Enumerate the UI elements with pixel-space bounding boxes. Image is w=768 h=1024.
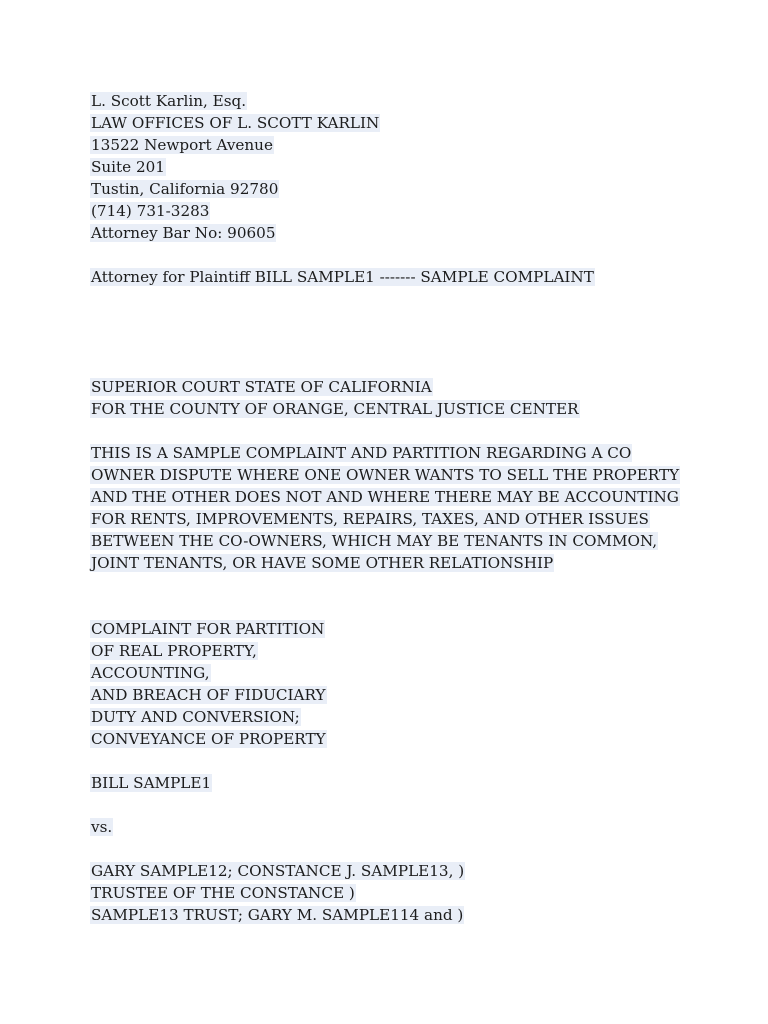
versus-block (90, 816, 113, 838)
defendants-block (90, 860, 465, 926)
attorney-line: L. Scott Karlin, Esq. (91, 92, 247, 110)
complaint-title-line: AND BREACH OF FIDUCIARY (91, 686, 326, 704)
description-line: JOINT TENANTS, OR HAVE SOME OTHER RELATIONSHIP (91, 554, 554, 572)
description-line: BETWEEN THE CO-OWNERS, WHICH MAY BE TENANTS IN COMMON, (91, 532, 658, 550)
complaint-title-line: COMPLAINT FOR PARTITION (91, 620, 325, 638)
attorney-info-block (90, 90, 380, 244)
attorney-line: Tustin, California 92780 (91, 180, 279, 198)
description-line: AND THE OTHER DOES NOT AND WHERE THERE MAY BE ACCOUNTING (91, 488, 679, 506)
plaintiff-block (90, 772, 212, 794)
attorney-line: LAW OFFICES OF L. SCOTT KARLIN (91, 114, 380, 132)
defendant-line: SAMPLE13 TRUST; GARY M. SAMPLE114 and ) (91, 906, 464, 924)
attorney-for-line: Attorney for Plaintiff BILL SAMPLE1 ------- SAMPLE COMPLAINT (91, 268, 594, 286)
attorney-line: Suite 201 (91, 158, 165, 176)
complaint-title-line: ACCOUNTING, (91, 664, 210, 682)
court-line: SUPERIOR COURT STATE OF CALIFORNIA (91, 378, 432, 396)
versus-text: vs. (91, 818, 113, 836)
plaintiff-name: BILL SAMPLE1 (91, 774, 212, 792)
description-line: OWNER DISPUTE WHERE ONE OWNER WANTS TO SELL THE PROPERTY (91, 466, 680, 484)
complaint-title-line: DUTY AND CONVERSION; (91, 708, 300, 726)
complaint-title-line: CONVEYANCE OF PROPERTY (91, 730, 326, 748)
description-line: THIS IS A SAMPLE COMPLAINT AND PARTITION REGARDING A CO (91, 444, 632, 462)
description-block (90, 442, 680, 574)
court-heading-block (90, 376, 580, 420)
complaint-title-line: OF REAL PROPERTY, (91, 642, 257, 660)
defendant-line: GARY SAMPLE12; CONSTANCE J. SAMPLE13, ) (91, 862, 465, 880)
complaint-title-block (90, 618, 327, 750)
court-line: FOR THE COUNTY OF ORANGE, CENTRAL JUSTICE CENTER (91, 400, 579, 418)
attorney-line: 13522 Newport Avenue (91, 136, 273, 154)
defendant-line: TRUSTEE OF THE CONSTANCE ) (91, 884, 355, 902)
attorney-line: (714) 731-3283 (91, 202, 210, 220)
attorney-line: Attorney Bar No: 90605 (91, 224, 276, 242)
description-line: FOR RENTS, IMPROVEMENTS, REPAIRS, TAXES, AND OTHER ISSUES (91, 510, 649, 528)
attorney-for-line-block (90, 266, 595, 288)
